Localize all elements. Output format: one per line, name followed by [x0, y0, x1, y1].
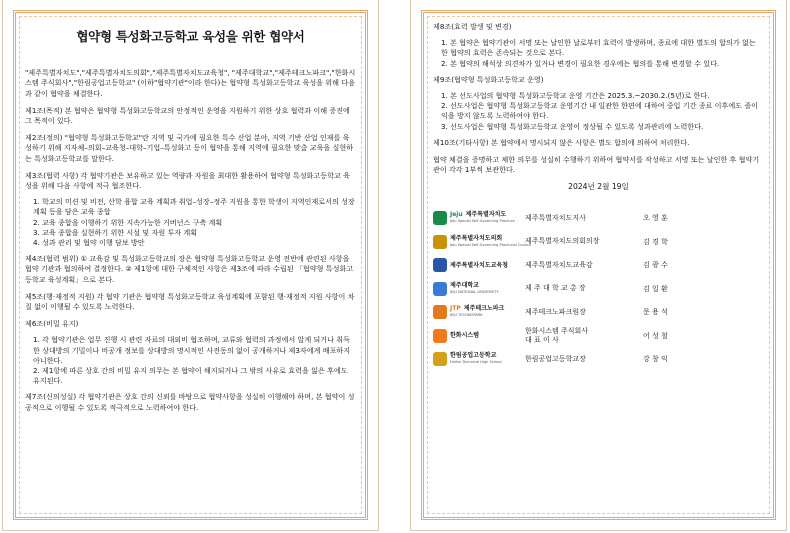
logo-wordmark	[450, 332, 479, 339]
logo-name: 제주테크노파크	[463, 305, 505, 313]
article-6-items	[33, 335, 356, 386]
article-1: 제1조(목적) 본 협약은 협약형 특성화고등학교의 안정적인 운영을 지원하기 위한 상호 협력과 이해 증진에 그 목적이 있다.	[25, 105, 350, 126]
organization-logo	[433, 209, 525, 227]
article-8-item: 2. 본 협약의 해석상 의견차가 있거나 변경이 필요한 경우에는 협의를 통해 변경할 수 있다.	[441, 58, 720, 68]
logo-prefix: Jeju	[450, 211, 463, 219]
article-9-heading: 제9조(협약형 특성화고등학교 운영)	[433, 74, 544, 84]
emblem-icon	[433, 211, 447, 225]
organization-logo	[433, 327, 525, 345]
closing-paragraph: 협약 체결을 증명하고 체한 의무를 성실히 수행하기 위하여 협약서를 작성하고 서명 또는 날인한 후 협약기관이 각각 1부씩 보관한다.	[433, 155, 760, 175]
signatory-row	[433, 277, 764, 301]
organization-logo	[433, 256, 525, 274]
organization-logo	[433, 280, 525, 298]
signing-date: 2024년 2월 19일	[568, 182, 629, 192]
signatory-title: 제주특별자치도교육감	[525, 260, 593, 269]
signatory-row	[433, 254, 764, 278]
signatory-title: 제주테크노파크원장	[525, 307, 586, 316]
article-6-heading: 제6조(비밀 유지)	[25, 319, 79, 329]
logo-subtitle: JEJU NATIONAL UNIVERSITY	[450, 289, 499, 294]
article-8-item: 1. 본 협약은 협약기관이 서명 또는 날인한 날로부터 효력이 발생하며, 종료에 대한 별도의 합의가 없는 한 협약의 효력은 존속되는 것으로 본다.	[441, 38, 756, 58]
emblem-icon	[433, 258, 447, 272]
logo-name: 한화시스템	[450, 332, 479, 340]
logo-wordmark	[450, 211, 515, 225]
page-content	[25, 22, 356, 514]
signatory-name: 김 일 환	[643, 284, 668, 293]
signatory-row	[433, 348, 764, 372]
logo-name: 제주특별자치도	[465, 211, 507, 219]
article-7: 제7조(신의성실) 각 협약기관은 상호 간의 신뢰를 바탕으로 협약사항을 성실히 이행해야 하며, 본 협약이 성공적으로 이행될 수 있도록 적극적으로 노력하여야 한다.	[25, 392, 355, 412]
article-3-item: 4. 성과 관리 및 협약 이행 담보 방안	[33, 238, 145, 248]
signatory-title: 제 주 대 학 교 총 장	[525, 284, 586, 293]
signatory-row	[433, 230, 764, 254]
logo-name: 제주특별자치도의회	[450, 234, 503, 242]
article-8-heading: 제8조(효력 발생 및 변경)	[433, 22, 512, 31]
organization-logo	[433, 303, 525, 321]
emblem-icon	[433, 282, 447, 296]
logo-subtitle: Jeju Special Self-Governing Province	[450, 219, 515, 224]
article-10: 제10조(기타사항) 본 협약에서 명시되지 않은 사항은 별도 합의에 의하여 처리한다.	[433, 137, 690, 147]
emblem-icon	[433, 329, 447, 343]
emblem-icon	[433, 352, 447, 366]
article-3-item: 3. 교육 종합을 실현하기 위한 시설 및 자원 투자 계획	[33, 227, 198, 237]
logo-wordmark	[450, 262, 508, 269]
logo-prefix: JTP	[450, 305, 461, 313]
signatory-row	[433, 301, 764, 325]
organization-logo	[433, 233, 532, 251]
article-3-items	[33, 197, 356, 248]
article-2: 제2조(정의) "협약형 특성화고등학교"란 지역 및 국가에 필요한 특수 산업 분야, 지역 기반 산업 인재를 육성하기 위해 지자체–의회–교육청–대학–기업–특성화고 등이 협약을 통해 지역에 필요한 맞춤 교육을 실현하는 특성화고등학교를 말한다.	[25, 133, 354, 163]
signatory-row	[433, 324, 764, 348]
signatory-title: 제주특별자치도의회의장	[525, 237, 600, 246]
agreement-page-left	[3, 0, 378, 530]
signatory-title: 한화시스템 주식회사 대 표 이 사	[525, 326, 589, 344]
signatory-name: 오 영 훈	[643, 214, 668, 223]
signatory-row	[433, 207, 764, 231]
agreement-page-right	[411, 0, 786, 530]
article-3-item: 1. 학교의 미션 및 비전, 산학 융합 교육 계획과 취업–성장–정주 지원을 통한 학생이 지역인재로서의 성장 계획 등을 담은 교육 종합	[33, 197, 355, 217]
logo-wordmark	[450, 282, 499, 296]
article-3-heading: 제3조(협력 사항) 각 협약기관은 보유하고 있는 역량과 자원을 최대한 활용하여 협약형 특성화고등학교 육성을 위해 다음 사항에 적극 협조한다.	[25, 170, 350, 191]
intro-paragraph: "제주특별자치도","제주특별자치도의회","제주특별자치도교육청", "제주대학교","제주테크노파크","한화시스템 주식회사","한림공업고등학교" (이하"협약기관"이라 한다)는 협약형 특성화고등학교 육성을 위해 다음과 같이 협약을 체결한다.	[25, 68, 356, 98]
signatory-name: 강 창 익	[643, 355, 668, 364]
signatory-name: 김 경 학	[643, 237, 668, 246]
page-content	[433, 22, 764, 514]
article-9-item: 3. 선도사업은 협약형 특성화고등학교 운영이 정상될 수 있도록 성과관리에 노력한다.	[441, 121, 704, 131]
article-6-item: 2. 제1항에 따른 상호 간의 비밀 유지 의무는 본 협약이 해지되거나 그 밖의 사유로 효력을 잃은 후에도 유지된다.	[33, 366, 348, 386]
signatory-title: 제주특별자치도지사	[525, 213, 586, 222]
article-5: 제5조(행·재정적 지원) 각 협약 기관은 협약형 특성화고등학교 육성계획에 포함된 행·재정적 지원 사항이 차질 없이 이행될 수 있도록 노력한다.	[25, 291, 355, 312]
article-8-items	[441, 38, 764, 69]
logo-subtitle: JEJU TECHNOPARK	[450, 313, 483, 318]
emblem-icon	[433, 305, 447, 319]
logo-subtitle: Hallim Technical High School	[450, 360, 502, 365]
signatory-title: 한림공업고등학교장	[525, 354, 586, 363]
article-4: 제4조(협력 범위) ① 교육감 및 특성화고등학교의 장은 협약형 특성화고등학교 운영 전반에 관련된 사항을 협약 기관과 협의하여 결정한다. ② 제1항에 대한 구체적인 사항은 제3조에 따라 수립된 「협약형 특성화고등학교 육성계획」으로 본다.	[25, 254, 354, 284]
article-9-items	[441, 91, 764, 132]
article-3-item: 2. 교육 종합을 이행하기 위한 지속가능한 거버넌스 구축 계획	[33, 217, 223, 227]
organization-logo	[433, 350, 525, 368]
document-title: 협약형 특성화고등학교 육성을 위한 협약서	[76, 29, 305, 44]
signatory-name: 문 용 석	[643, 308, 668, 317]
logo-name: 제주특별자치도교육청	[450, 261, 508, 269]
article-9-item: 1. 본 선도사업의 협약형 특성화고등학교 운영 기간은 2025.3.~2030.2.(5년)로 한다.	[441, 91, 710, 101]
article-9-item: 2. 선도사업은 협약형 특성화고등학교 운영기간 내 일관한 한편에 대하여 중입 기간 종료 이후에도 졸이익을 방지 않도록 노력하여야 한다.	[441, 101, 759, 121]
logo-name: 제주대학교	[450, 281, 479, 289]
logo-wordmark	[450, 305, 504, 319]
signatory-name: 김 광 수	[643, 261, 668, 270]
signatory-name: 어 성 철	[643, 331, 668, 340]
logo-wordmark	[450, 352, 502, 366]
article-6-item: 1. 각 협약기관은 업무 진행 시 관련 자료의 대외비 협조하며, 교류와 협력의 과정에서 알게 되거나 취득한 상대방의 기밀이나 비공개 정보를 상대방의 명시적인 사전동의 없이 공개하거나 제3자에게 배포하지 아니한다.	[33, 335, 351, 365]
signatory-list	[433, 207, 764, 372]
logo-name: 한림공업고등학교	[450, 352, 497, 360]
logo-wordmark	[450, 235, 531, 249]
logo-subtitle: Jeju Special Self-Governing Provincial Council	[450, 242, 532, 247]
emblem-icon	[433, 235, 447, 249]
